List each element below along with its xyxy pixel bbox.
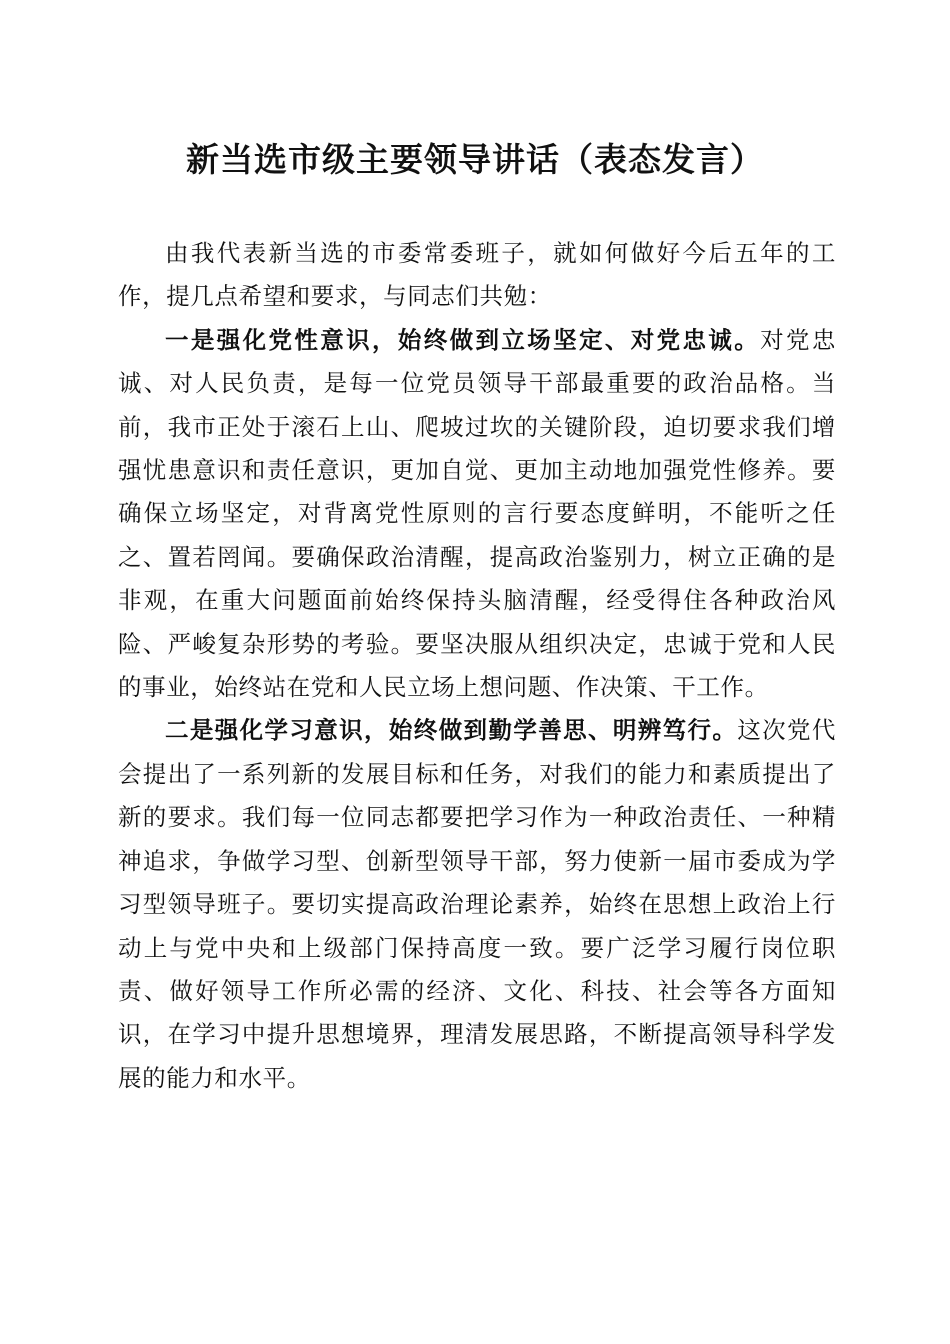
paragraph-point-one xyxy=(118,319,836,710)
paragraph-text: 对党忠诚、对人民负责，是每一位党员领导干部最重要的政治品格。当前，我市正处于滚石上山、爬坡过坎的关键阶段，迫切要求我们增强忧患意识和责任意识，更加自觉、更加主动地加强党性修养。要确保立场坚定，对背离党性原则的言行要态度鲜明，不能听之任之、置若罔闻。要确保政治清醒，提高政治鉴别力，树立正确的是非观，在重大问题面前始终保持头脑清醒，经受得住各种政治风险、严峻复杂形势的考验。要坚决服从组织决定，忠诚于党和人民的事业，始终站在党和人民立场上想问题、作决策、干工作。 xyxy=(118,325,836,702)
paragraph-point-two xyxy=(118,709,836,1100)
paragraph-lead: 二是强化学习意识，始终做到勤学善思、明辨笃行。 xyxy=(165,716,738,745)
document-body xyxy=(118,232,836,1100)
paragraph-text: 这次党代会提出了一系列新的发展目标和任务，对我们的能力和素质提出了新的要求。我们每一位同志都要把学习作为一种政治责任、一种精神追求，争做学习型、创新型领导干部，努力使新一届市委成为学习型领导班子。要切实提高政治理论素养，始终在思想上政治上行动上与党中央和上级部门保持高度一致。要广泛学习履行岗位职责、做好领导工作所必需的经济、文化、科技、社会等各方面知识，在学习中提升思想境界，理清发展思路，不断提高领导科学发展的能力和水平。 xyxy=(118,716,836,1092)
paragraph-intro xyxy=(118,232,836,319)
paragraph-lead: 一是强化党性意识，始终做到立场坚定、对党忠诚。 xyxy=(165,325,761,354)
paragraph-text: 由我代表新当选的市委常委班子，就如何做好今后五年的工作，提几点希望和要求，与同志们共勉： xyxy=(118,239,836,311)
document-title: 新当选市级主要领导讲话（表态发言） xyxy=(186,140,764,179)
